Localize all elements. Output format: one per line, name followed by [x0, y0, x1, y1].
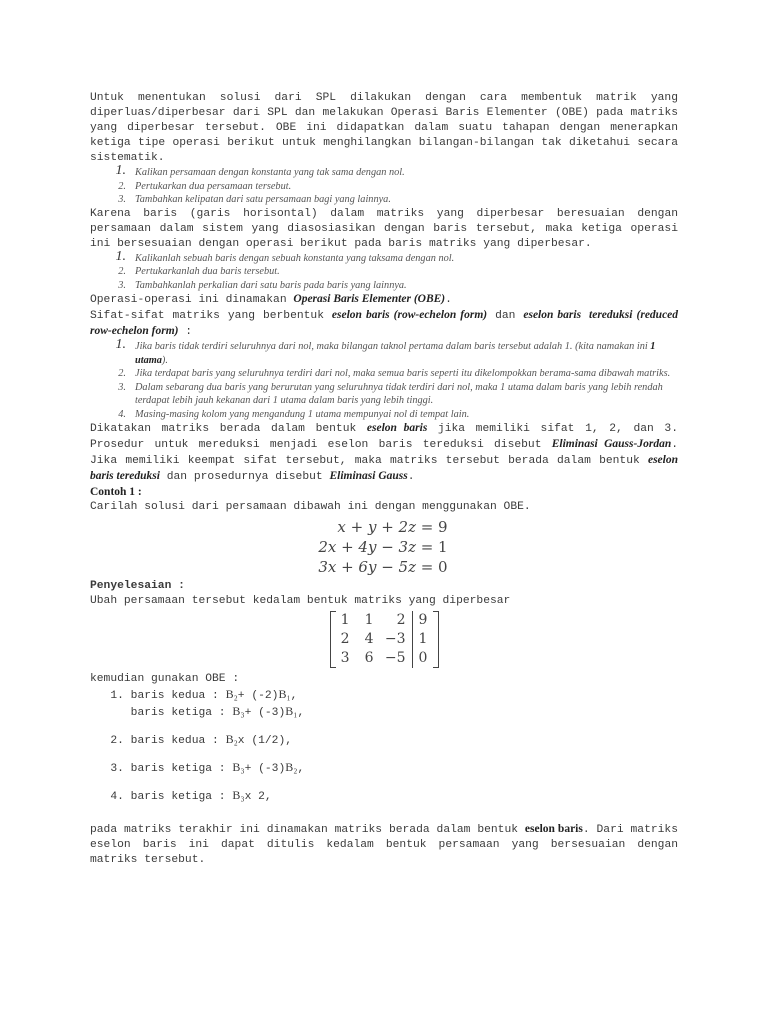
echelon-properties-list	[90, 337, 678, 421]
augmented-matrix	[90, 611, 678, 668]
matrix-column	[336, 611, 350, 668]
document-page	[90, 91, 678, 868]
matrix-cell: 0	[418, 650, 428, 666]
obe-definition-line: Operasi-operasi ini dinamakan Operasi Baris Elementer (OBE).	[90, 293, 452, 306]
matrix-column	[350, 611, 374, 668]
equation-system	[90, 517, 678, 577]
example-text: Carilah solusi dari persamaan dibawah ini dengan menggunakan OBE.	[90, 501, 531, 513]
list-item: 2. Jika terdapat baris yang seluruhnya terdiri dari nol, maka semua baris seperti itu dikelompokkan berama-sama dibawah matriks.	[118, 368, 671, 379]
matrix-cell: 4	[364, 631, 374, 647]
matrix-cell: 2	[396, 612, 406, 628]
matrix-cell: −5	[384, 650, 406, 666]
list-item: 3. Tambahkanlah perkalian dari satu baris pada baris yang lainnya.	[118, 279, 407, 291]
matrix-cell: 1	[364, 612, 374, 628]
obe-step: 4. baris ketiga : B₃x 2,	[90, 788, 272, 803]
intro-paragraph: Untuk menentukan solusi dari SPL dilakukan dengan cara membentuk matrik yang diperluas/diperbesar dari SPL dan melakukan Operasi Baris Elementer (OBE) pada matriks yang diperbesar tersebut. OBE ini didapatkan dalam suatu tahapan dengan menerapkan ketiga tipe operasi berikut untuk menghilangkan bilangan-bilangan tak diketahui secara sistematik.	[90, 92, 678, 164]
row-operations-list	[90, 248, 678, 293]
list-item: 2. Pertukarkan dua persamaan tersebut.	[118, 180, 292, 192]
equation-row: 2x + 4y − 3z = 1	[318, 538, 448, 556]
list-item: 1. Kalikan persamaan dengan konstanta yang tak sama dengan nol.	[115, 163, 405, 178]
example-label: Contoh 1 :	[90, 486, 142, 498]
matrix-column	[374, 611, 406, 668]
matrix-cell: 1	[418, 631, 428, 647]
list-item: 3. Dalam sebarang dua baris yang berurutan yang seluruhnya tidak terdiri dari nol, maka 1 utama dalam baris yang lebih rendah terdapat lebih jauh kekanan dari 1 utama dalam baris yang lebih tinggi.	[118, 381, 663, 406]
list-item: 1. Jika baris tidak terdiri seluruhnya dari nol, maka bilangan taknol pertama dalam baris tersebut adalah 1. (kita namakan ini 1 utama).	[115, 337, 656, 366]
obe-intro: kemudian gunakan OBE :	[90, 673, 240, 685]
equation-operations-list	[90, 163, 678, 207]
matrix-augmented-column	[412, 611, 433, 668]
obe-step: 3. baris ketiga : B₃+ (-3)B₂,	[90, 760, 305, 775]
solution-label: Penyelesaian :	[90, 580, 185, 592]
properties-heading: Sifat-sifat matriks yang berbentuk eselon baris (row-echelon form) dan eselon baris tereduksi (reduced row-echelon form) :	[90, 309, 679, 338]
list-item: 1. Kalikanlah sebuah baris dengan sebuah konstanta yang taksama dengan nol.	[115, 248, 455, 264]
equation-row: x + y + 2z = 9	[337, 518, 448, 536]
obe-steps	[90, 687, 678, 805]
closing-paragraph: pada matriks terakhir ini dinamakan matriks berada dalam bentuk eselon baris. Dari matriks eselon baris ini dapat ditulis kedalam bentuk persamaan yang bersesuaian dengan matriks tersebut.	[90, 823, 678, 866]
equation-row: 3x + 6y − 5z = 0	[318, 558, 448, 576]
matrix-cell: −3	[384, 631, 406, 647]
solution-text: Ubah persamaan tersebut kedalam bentuk matriks yang diperbesar	[90, 595, 511, 607]
matrix-cell: 6	[364, 650, 374, 666]
matrix-cell: 3	[340, 650, 350, 666]
matrix-cell: 2	[340, 631, 350, 647]
list-item: 4. Masing-masing kolom yang mengandung 1 utama mempunyai nol di tempat lain.	[118, 408, 470, 420]
matrix-cell: 1	[340, 612, 350, 628]
matrix-cell: 9	[418, 612, 428, 628]
echelon-definition-paragraph: Dikatakan matriks berada dalam bentuk eselon baris jika memiliki sifat 1, 2, dan 3. Prosedur untuk mereduksi menjadi eselon baris tereduksi disebut Eliminasi Gauss-Jordan. Jika memiliki keempat sifat tersebut, maka matriks tersebut berada dalam bentuk eselon baris tereduksi dan prosedurnya disebut Eliminasi Gauss.	[90, 422, 678, 483]
list-item: 3. Tambahkan kelipatan dari satu persamaan bagi yang lainnya.	[118, 194, 391, 205]
obe-step: baris ketiga : B₃+ (-3)B₁,	[90, 704, 305, 719]
obe-step: 1. baris kedua : B₂+ (-2)B₁,	[90, 687, 298, 702]
row-operations-paragraph: Karena baris (garis horisontal) dalam matriks yang diperbesar beresuaian dengan persamaan dalam sistem yang diasosiasikan dengan baris tersebut, maka ketiga operasi ini bersesuaian dengan operasi berikut pada baris matriks yang diperbesar.	[90, 207, 678, 250]
list-item: 2. Pertukarkanlah dua baris tersebut.	[118, 266, 280, 277]
obe-step: 2. baris kedua : B₂x (1/2),	[90, 732, 293, 747]
